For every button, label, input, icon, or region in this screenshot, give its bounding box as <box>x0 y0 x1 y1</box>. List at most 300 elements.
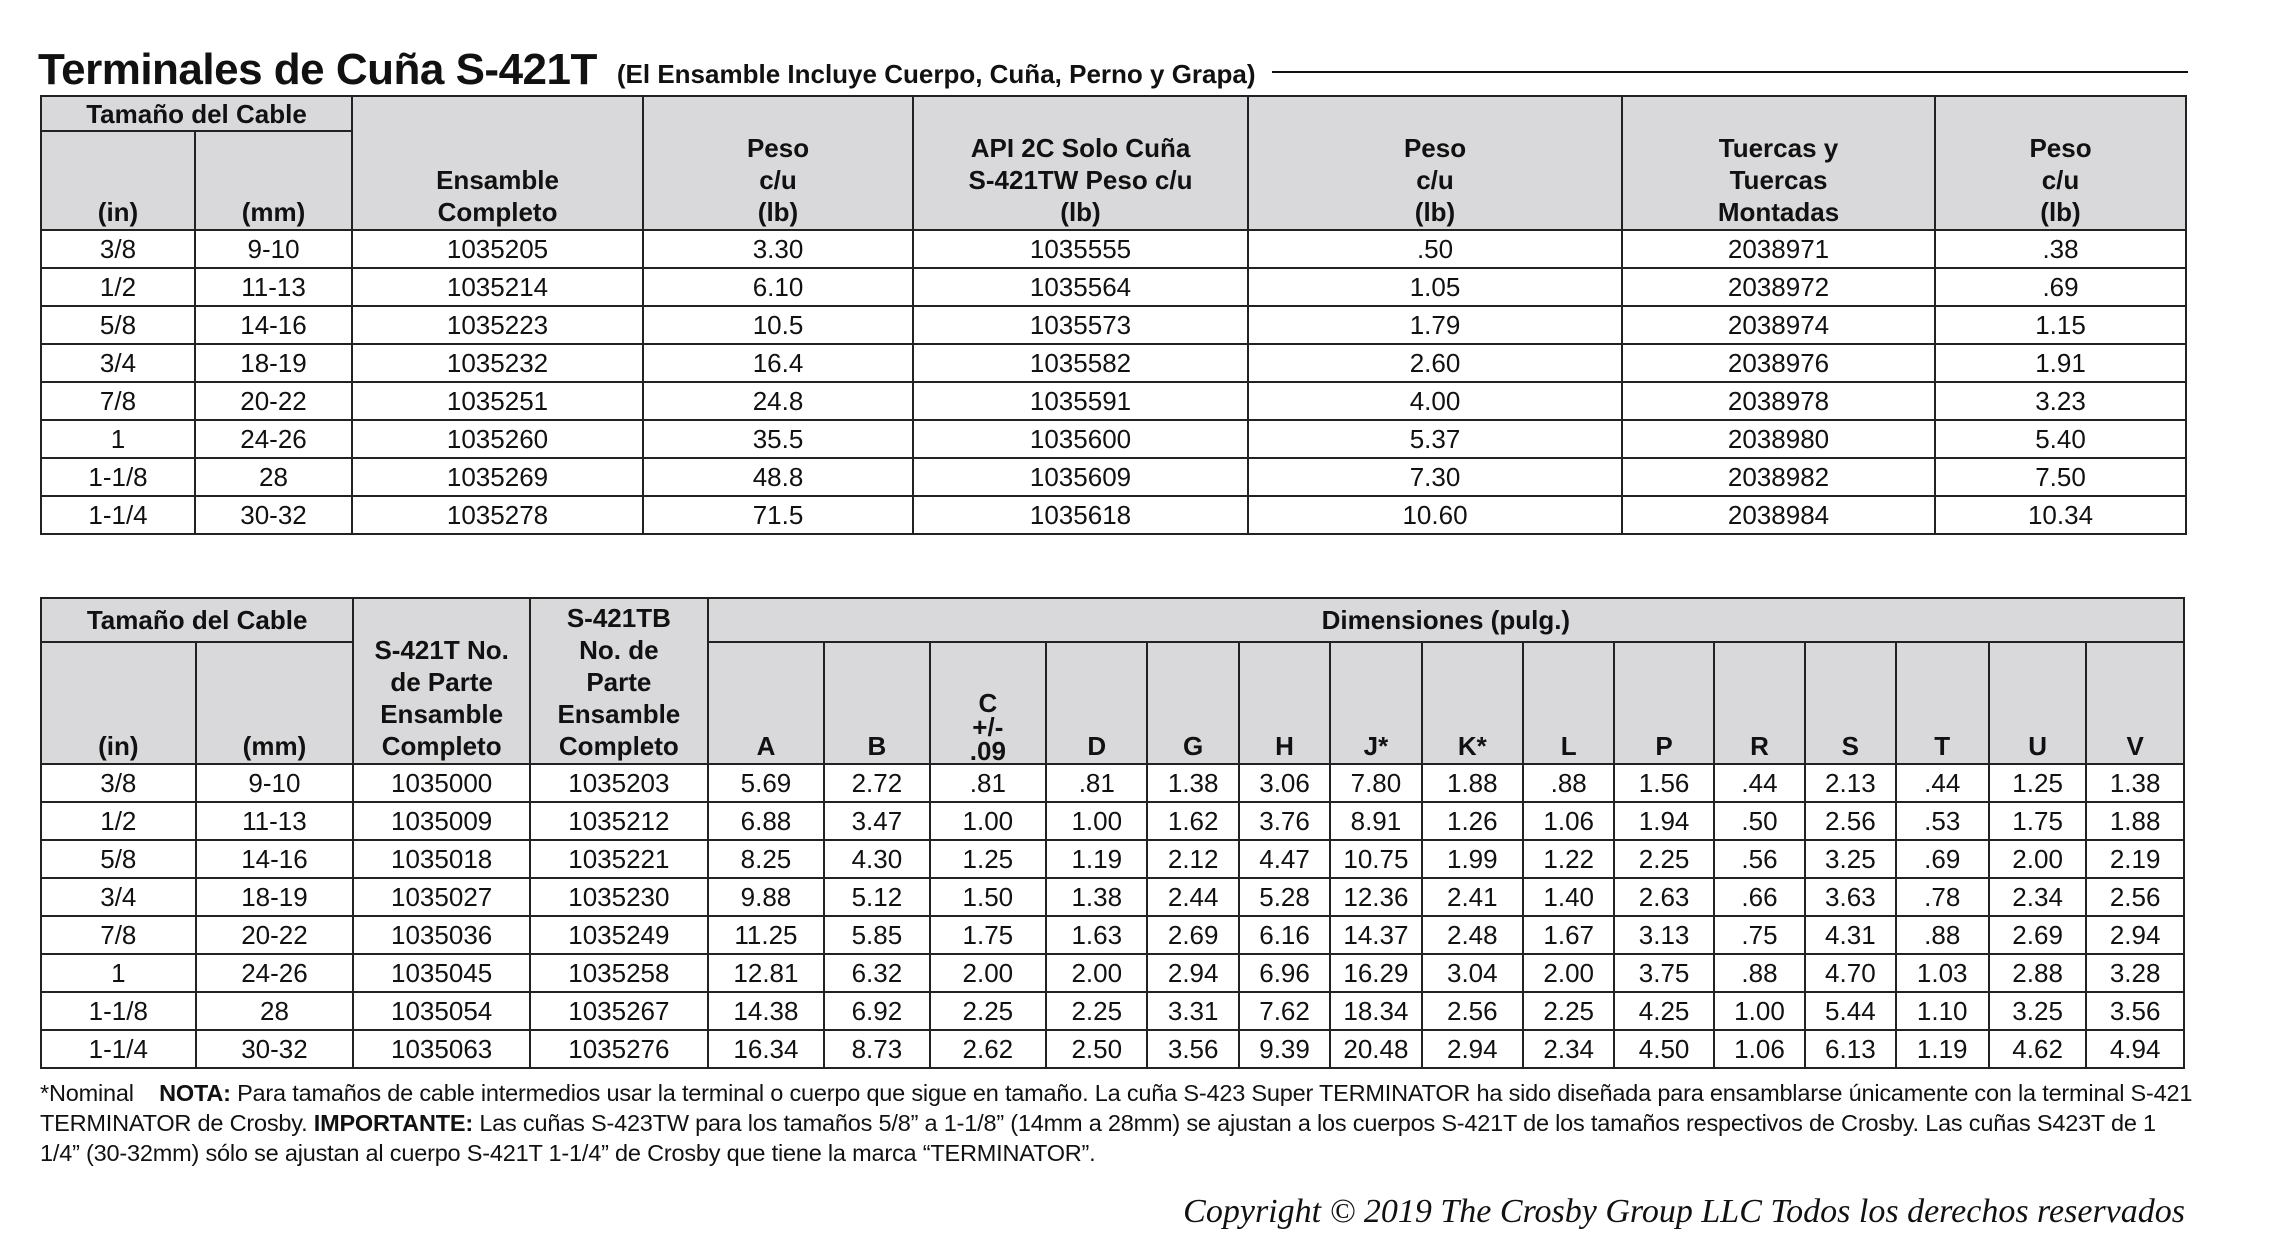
cell-ensamble-part: 1035205 <box>352 230 643 268</box>
cell-dim-c: 1.75 <box>930 916 1046 954</box>
mm-header-label: (mm) <box>241 197 306 227</box>
peso-header-1-line-1: Peso <box>746 133 810 163</box>
dim-header-line: J* <box>1363 731 1389 761</box>
cell-api-wedge-part: 1035600 <box>913 420 1248 458</box>
cell-dim-h: 5.28 <box>1239 878 1330 916</box>
peso-header-3 <box>1935 96 2186 230</box>
cell-dim-k: 2.41 <box>1422 878 1523 916</box>
cell-dim-a: 5.69 <box>708 764 824 802</box>
tuercas-header-line-1: Tuercas y <box>1718 133 1839 163</box>
cell-dim-g: 3.56 <box>1147 1030 1238 1068</box>
page-title: Terminales de Cuña S-421T <box>38 45 597 94</box>
cell-dim-c: 1.00 <box>930 802 1046 840</box>
dim-header-line: R <box>1750 731 1769 761</box>
dim-header-line: U <box>2028 731 2047 761</box>
cell-dim-g: 1.62 <box>1147 802 1238 840</box>
cell-s421tb-part: 1035203 <box>530 764 708 802</box>
nominal-note: *Nominal <box>40 1080 134 1106</box>
cell-dim-d: 2.50 <box>1046 1030 1147 1068</box>
cell-dim-a: 11.25 <box>708 916 824 954</box>
cell-dim-g: 3.31 <box>1147 992 1238 1030</box>
table-row <box>41 458 2186 496</box>
cell-peso-3: .38 <box>1935 230 2186 268</box>
nota-text: Para tamaños de cable intermedios usar la terminal o cuerpo que sigue en tamaño. La cuña S-423 Super TERMINATOR ha sido diseñada para ensamblarse únicamente con la terminal S-421 TERMINATOR de Crosby. <box>40 1080 2193 1136</box>
cell-dim-p: 3.75 <box>1614 954 1713 992</box>
cell-dim-l: 2.34 <box>1523 1030 1614 1068</box>
in-header-2-label: (in) <box>98 731 139 761</box>
dim-header-a <box>708 642 824 764</box>
cell-ensamble-part: 1035260 <box>352 420 643 458</box>
cell-size-mm: 11-13 <box>196 802 354 840</box>
cell-s421tb-part: 1035276 <box>530 1030 708 1068</box>
cell-size-mm: 20-22 <box>195 382 352 420</box>
cell-size-in: 7/8 <box>41 916 196 954</box>
cell-dim-s: 4.31 <box>1805 916 1895 954</box>
ensamble-header-line-2: Completo <box>437 197 558 227</box>
peso-header-2-line-3: (lb) <box>1414 197 1456 227</box>
cell-s421t-part: 1035063 <box>353 1030 530 1068</box>
cell-size-mm: 18-19 <box>195 344 352 382</box>
s421tb-header-line-4: Ensamble <box>557 699 681 729</box>
cell-size-mm: 28 <box>196 992 354 1030</box>
cell-dim-g: 2.44 <box>1147 878 1238 916</box>
cell-peso-1: 35.5 <box>643 420 913 458</box>
tuercas-header-line-3: Montadas <box>1717 197 1840 227</box>
importante-text: Las cuñas S-423TW para los tamaños 5/8” a 1-1/8” (14mm a 28mm) se ajustan a los cuerpos S-421T de los tamaños respectivos de Crosby. Las cuñas S423T de 1 1/4” (30-32mm) sólo se ajustan al cuerpo S-421T 1-1/4” de Crosby que tiene la marca “TERMINATOR”. <box>40 1110 2156 1166</box>
cell-peso-3: 10.34 <box>1935 496 2186 534</box>
cell-dim-h: 7.62 <box>1239 992 1330 1030</box>
cell-tuercas-part: 2038972 <box>1622 268 1935 306</box>
cell-dim-u: 2.69 <box>1989 916 2086 954</box>
ensamble-header-line-1: Ensamble <box>436 165 559 195</box>
cell-dim-l: 2.00 <box>1523 954 1614 992</box>
dim-header-p <box>1614 642 1713 764</box>
cell-s421tb-part: 1035267 <box>530 992 708 1030</box>
peso-header-2-line-1: Peso <box>1403 133 1467 163</box>
table-row <box>41 306 2186 344</box>
peso-header-3-line-1: Peso <box>2029 133 2092 163</box>
cell-dim-h: 6.16 <box>1239 916 1330 954</box>
cell-size-mm: 9-10 <box>196 764 354 802</box>
cell-dim-a: 14.38 <box>708 992 824 1030</box>
cell-dim-b: 8.73 <box>824 1030 929 1068</box>
cell-dim-j: 8.91 <box>1330 802 1421 840</box>
cell-peso-1: 71.5 <box>643 496 913 534</box>
dim-header-l <box>1523 642 1614 764</box>
cell-dim-l: 2.25 <box>1523 992 1614 1030</box>
ensamble-header <box>352 96 643 230</box>
cell-dim-a: 12.81 <box>708 954 824 992</box>
api-wedge-header-line-3: (lb) <box>1060 197 1101 227</box>
cell-dim-a: 8.25 <box>708 840 824 878</box>
table-row <box>41 496 2186 534</box>
cell-size-mm: 18-19 <box>196 878 354 916</box>
s421tb-header-line-2: No. de <box>579 635 659 665</box>
cell-dim-g: 1.38 <box>1147 764 1238 802</box>
cell-peso-2: 5.37 <box>1248 420 1622 458</box>
dim-header-line: C <box>978 688 998 718</box>
assembly-weights-table <box>40 95 2187 535</box>
cell-dim-k: 2.56 <box>1422 992 1523 1030</box>
peso-header-2 <box>1248 96 1622 230</box>
cell-peso-1: 16.4 <box>643 344 913 382</box>
cell-dim-r: 1.00 <box>1714 992 1805 1030</box>
cell-dim-r: .44 <box>1714 764 1805 802</box>
cell-dim-j: 16.29 <box>1330 954 1421 992</box>
cell-s421tb-part: 1035212 <box>530 802 708 840</box>
cell-size-in: 1 <box>41 420 195 458</box>
cell-dim-t: 1.03 <box>1896 954 1989 992</box>
table-row <box>41 954 2184 992</box>
nota-label: NOTA: <box>159 1080 231 1106</box>
cell-peso-2: 4.00 <box>1248 382 1622 420</box>
cell-dim-r: .66 <box>1714 878 1805 916</box>
cell-size-in: 1-1/8 <box>41 458 195 496</box>
cell-peso-2: .50 <box>1248 230 1622 268</box>
table-row <box>41 420 2186 458</box>
cell-dim-u: 2.34 <box>1989 878 2086 916</box>
cell-tuercas-part: 2038971 <box>1622 230 1935 268</box>
cell-dim-b: 3.47 <box>824 802 929 840</box>
cell-dim-g: 2.69 <box>1147 916 1238 954</box>
cell-size-mm: 20-22 <box>196 916 354 954</box>
cell-tuercas-part: 2038978 <box>1622 382 1935 420</box>
cell-dim-p: 1.56 <box>1614 764 1713 802</box>
cell-dim-s: 2.13 <box>1805 764 1895 802</box>
cell-peso-1: 24.8 <box>643 382 913 420</box>
dim-header-line: A <box>756 731 776 761</box>
s421tb-part-header <box>530 598 708 764</box>
dim-header-v <box>2086 642 2184 764</box>
cell-peso-1: 10.5 <box>643 306 913 344</box>
footnotes <box>40 1078 2200 1168</box>
cell-dim-u: 2.88 <box>1989 954 2086 992</box>
cell-dim-d: 1.38 <box>1046 878 1147 916</box>
cell-dim-h: 6.96 <box>1239 954 1330 992</box>
dim-header-line: T <box>1934 731 1951 761</box>
dim-header-r <box>1714 642 1805 764</box>
assembly-weights-body <box>41 230 2186 534</box>
cell-dim-b: 6.92 <box>824 992 929 1030</box>
api-wedge-header <box>913 96 1248 230</box>
cell-size-mm: 30-32 <box>195 496 352 534</box>
cell-size-mm: 14-16 <box>196 840 354 878</box>
cell-s421t-part: 1035045 <box>353 954 530 992</box>
cell-dim-l: 1.06 <box>1523 802 1614 840</box>
cell-dim-u: 3.25 <box>1989 992 2086 1030</box>
cell-dim-b: 5.12 <box>824 878 929 916</box>
cell-dim-d: 1.00 <box>1046 802 1147 840</box>
cell-api-wedge-part: 1035609 <box>913 458 1248 496</box>
cell-size-mm: 30-32 <box>196 1030 354 1068</box>
cell-peso-1: 3.30 <box>643 230 913 268</box>
cell-dim-c: 1.50 <box>930 878 1046 916</box>
cell-size-in: 3/8 <box>41 764 196 802</box>
cell-s421tb-part: 1035230 <box>530 878 708 916</box>
cell-size-mm: 9-10 <box>195 230 352 268</box>
cell-dim-t: 1.10 <box>1896 992 1989 1030</box>
cell-peso-2: 7.30 <box>1248 458 1622 496</box>
dim-header-line: V <box>2126 731 2144 761</box>
dim-header-line: L <box>1560 731 1577 761</box>
cell-dim-v: 2.56 <box>2086 878 2184 916</box>
cell-s421t-part: 1035009 <box>353 802 530 840</box>
cell-tuercas-part: 2038982 <box>1622 458 1935 496</box>
peso-header-2-line-2: c/u <box>1416 165 1454 195</box>
cell-dim-b: 4.30 <box>824 840 929 878</box>
cell-dim-v: 2.19 <box>2086 840 2184 878</box>
cell-size-in: 7/8 <box>41 382 195 420</box>
dim-header-line: B <box>867 731 887 761</box>
cell-api-wedge-part: 1035591 <box>913 382 1248 420</box>
api-wedge-header-line-1: API 2C Solo Cuña <box>970 133 1191 163</box>
cell-api-wedge-part: 1035582 <box>913 344 1248 382</box>
dim-header-b <box>824 642 929 764</box>
cell-dim-v: 1.88 <box>2086 802 2184 840</box>
dim-header-c <box>930 642 1046 764</box>
cell-dim-k: 2.94 <box>1422 1030 1523 1068</box>
mm-header-2-label: (mm) <box>242 731 307 761</box>
cell-dim-l: 1.67 <box>1523 916 1614 954</box>
cell-size-mm: 28 <box>195 458 352 496</box>
cell-tuercas-part: 2038974 <box>1622 306 1935 344</box>
cell-s421tb-part: 1035249 <box>530 916 708 954</box>
in-header <box>41 131 195 230</box>
peso-header-3-line-3: (lb) <box>2040 197 2081 227</box>
copyright-notice: Copyright © 2019 The Crosby Group LLC Todos los derechos reservados <box>1183 1193 2185 1230</box>
table-row <box>41 840 2184 878</box>
cell-ensamble-part: 1035269 <box>352 458 643 496</box>
cell-peso-1: 48.8 <box>643 458 913 496</box>
dim-header-d <box>1046 642 1147 764</box>
cell-api-wedge-part: 1035564 <box>913 268 1248 306</box>
cell-dim-s: 5.44 <box>1805 992 1895 1030</box>
cell-api-wedge-part: 1035555 <box>913 230 1248 268</box>
cell-dim-g: 2.94 <box>1147 954 1238 992</box>
cell-dim-t: .69 <box>1896 840 1989 878</box>
cell-dim-h: 4.47 <box>1239 840 1330 878</box>
cell-dim-s: 2.56 <box>1805 802 1895 840</box>
cell-peso-2: 2.60 <box>1248 344 1622 382</box>
cell-dim-c: 1.25 <box>930 840 1046 878</box>
peso-header-1-line-3: (lb) <box>757 197 799 227</box>
cell-dim-g: 2.12 <box>1147 840 1238 878</box>
dim-header-j <box>1330 642 1421 764</box>
cell-dim-r: .56 <box>1714 840 1805 878</box>
table-row <box>41 878 2184 916</box>
cell-dim-p: 4.25 <box>1614 992 1713 1030</box>
s421tb-header-line-5: Completo <box>558 731 679 761</box>
cell-dim-a: 16.34 <box>708 1030 824 1068</box>
tuercas-header <box>1622 96 1935 230</box>
dimensions-group-header: Dimensiones (pulg.) <box>708 598 2184 642</box>
cell-dim-t: .78 <box>1896 878 1989 916</box>
importante-label: IMPORTANTE: <box>313 1110 473 1136</box>
cell-dim-p: 2.63 <box>1614 878 1713 916</box>
table-row <box>41 268 2186 306</box>
dim-header-t <box>1896 642 1989 764</box>
dimensions-body <box>41 764 2184 1068</box>
cell-ensamble-part: 1035278 <box>352 496 643 534</box>
cell-dim-v: 2.94 <box>2086 916 2184 954</box>
cell-api-wedge-part: 1035618 <box>913 496 1248 534</box>
dim-header-line: D <box>1087 731 1107 761</box>
in-header-label: (in) <box>97 197 139 227</box>
cell-dim-b: 6.32 <box>824 954 929 992</box>
tuercas-header-line-2: Tuercas <box>1729 165 1828 195</box>
cell-dim-c: 2.25 <box>930 992 1046 1030</box>
dim-header-line: K* <box>1457 731 1487 761</box>
cell-peso-3: 7.50 <box>1935 458 2186 496</box>
cell-dim-v: 4.94 <box>2086 1030 2184 1068</box>
cell-dim-v: 1.38 <box>2086 764 2184 802</box>
dim-header-line: G <box>1183 731 1204 761</box>
cell-peso-2: 1.05 <box>1248 268 1622 306</box>
table-row <box>41 916 2184 954</box>
cell-dim-k: 1.26 <box>1422 802 1523 840</box>
cell-dim-p: 4.50 <box>1614 1030 1713 1068</box>
cell-dim-k: 3.04 <box>1422 954 1523 992</box>
title-rule <box>1272 71 2189 73</box>
peso-header-1 <box>643 96 913 230</box>
cell-dim-h: 9.39 <box>1239 1030 1330 1068</box>
table-row <box>41 764 2184 802</box>
cell-dim-p: 2.25 <box>1614 840 1713 878</box>
cell-dim-r: .50 <box>1714 802 1805 840</box>
cell-tuercas-part: 2038976 <box>1622 344 1935 382</box>
cell-s421tb-part: 1035221 <box>530 840 708 878</box>
s421t-header-line-3: Ensamble <box>380 699 504 729</box>
cell-dim-j: 20.48 <box>1330 1030 1421 1068</box>
cell-dim-p: 1.94 <box>1614 802 1713 840</box>
dim-header-line: .09 <box>969 736 1006 764</box>
cell-tuercas-part: 2038980 <box>1622 420 1935 458</box>
cell-dim-c: 2.00 <box>930 954 1046 992</box>
dim-header-g <box>1147 642 1238 764</box>
cell-dim-k: 2.48 <box>1422 916 1523 954</box>
page-subtitle: (El Ensamble Incluye Cuerpo, Cuña, Perno y Grapa) <box>616 59 1256 89</box>
cell-dim-r: 1.06 <box>1714 1030 1805 1068</box>
cell-size-in: 1/2 <box>41 802 196 840</box>
cell-dim-a: 9.88 <box>708 878 824 916</box>
cell-dim-l: .88 <box>1523 764 1614 802</box>
cell-dim-c: .81 <box>930 764 1046 802</box>
cell-dim-b: 5.85 <box>824 916 929 954</box>
cell-peso-3: 1.91 <box>1935 344 2186 382</box>
cell-size-in: 1 <box>41 954 196 992</box>
dim-header-line: +/- <box>972 712 1004 742</box>
dim-header-line: P <box>1655 731 1673 761</box>
cell-size-in: 3/8 <box>41 230 195 268</box>
peso-header-3-line-2: c/u <box>2041 165 2080 195</box>
cell-dim-j: 18.34 <box>1330 992 1421 1030</box>
cell-size-mm: 11-13 <box>195 268 352 306</box>
cell-dim-r: .88 <box>1714 954 1805 992</box>
cell-size-in: 5/8 <box>41 306 195 344</box>
mm-header <box>195 131 352 230</box>
cable-size-group-header-2: Tamaño del Cable <box>41 598 353 642</box>
cell-dim-k: 1.88 <box>1422 764 1523 802</box>
in-header-2 <box>41 642 196 764</box>
cell-dim-r: .75 <box>1714 916 1805 954</box>
dimensions-table <box>40 597 2185 1069</box>
cell-dim-s: 4.70 <box>1805 954 1895 992</box>
table-row <box>41 992 2184 1030</box>
cell-tuercas-part: 2038984 <box>1622 496 1935 534</box>
cell-size-in: 3/4 <box>41 344 195 382</box>
cell-dim-j: 12.36 <box>1330 878 1421 916</box>
s421t-header-line-4: Completo <box>381 731 502 761</box>
cell-peso-3: 3.23 <box>1935 382 2186 420</box>
cell-dim-s: 3.63 <box>1805 878 1895 916</box>
cell-s421t-part: 1035027 <box>353 878 530 916</box>
cell-dim-j: 10.75 <box>1330 840 1421 878</box>
cell-s421tb-part: 1035258 <box>530 954 708 992</box>
cell-ensamble-part: 1035214 <box>352 268 643 306</box>
cell-size-mm: 24-26 <box>196 954 354 992</box>
cell-dim-u: 1.25 <box>1989 764 2086 802</box>
table-row <box>41 802 2184 840</box>
cell-ensamble-part: 1035223 <box>352 306 643 344</box>
cell-dim-d: 2.25 <box>1046 992 1147 1030</box>
s421tb-header-line-1: S-421TB <box>566 603 671 633</box>
table-row <box>41 344 2186 382</box>
cell-size-in: 1-1/4 <box>41 1030 196 1068</box>
cell-dim-d: 1.19 <box>1046 840 1147 878</box>
table-row <box>41 1030 2184 1068</box>
cell-size-in: 1-1/4 <box>41 496 195 534</box>
cell-size-mm: 14-16 <box>195 306 352 344</box>
cell-size-mm: 24-26 <box>195 420 352 458</box>
cell-dim-u: 1.75 <box>1989 802 2086 840</box>
cell-s421t-part: 1035000 <box>353 764 530 802</box>
cell-peso-2: 1.79 <box>1248 306 1622 344</box>
cell-ensamble-part: 1035232 <box>352 344 643 382</box>
cell-dim-v: 3.56 <box>2086 992 2184 1030</box>
dim-header-h <box>1239 642 1330 764</box>
cell-dim-c: 2.62 <box>930 1030 1046 1068</box>
dim-header-line: S <box>1841 731 1860 761</box>
s421t-header-line-2: de Parte <box>390 667 493 697</box>
cell-ensamble-part: 1035251 <box>352 382 643 420</box>
cell-dim-d: 2.00 <box>1046 954 1147 992</box>
table-row <box>41 382 2186 420</box>
cell-dim-u: 4.62 <box>1989 1030 2086 1068</box>
cell-dim-p: 3.13 <box>1614 916 1713 954</box>
dim-header-k <box>1422 642 1523 764</box>
cell-s421t-part: 1035018 <box>353 840 530 878</box>
s421tb-header-line-3: Parte <box>586 667 652 697</box>
cell-dim-l: 1.40 <box>1523 878 1614 916</box>
cable-size-group-header: Tamaño del Cable <box>41 96 352 131</box>
dim-header-line: H <box>1275 731 1294 761</box>
cell-size-in: 3/4 <box>41 878 196 916</box>
cell-dim-h: 3.06 <box>1239 764 1330 802</box>
cell-peso-3: 1.15 <box>1935 306 2186 344</box>
s421t-header-line-1: S-421T No. <box>374 635 509 665</box>
cell-dim-k: 1.99 <box>1422 840 1523 878</box>
cell-dim-a: 6.88 <box>708 802 824 840</box>
cell-dim-t: .44 <box>1896 764 1989 802</box>
cell-dim-j: 7.80 <box>1330 764 1421 802</box>
cell-dim-s: 3.25 <box>1805 840 1895 878</box>
cell-dim-j: 14.37 <box>1330 916 1421 954</box>
table-row <box>41 230 2186 268</box>
cell-s421t-part: 1035036 <box>353 916 530 954</box>
cell-api-wedge-part: 1035573 <box>913 306 1248 344</box>
peso-header-1-line-2: c/u <box>759 165 797 195</box>
cell-peso-3: 5.40 <box>1935 420 2186 458</box>
